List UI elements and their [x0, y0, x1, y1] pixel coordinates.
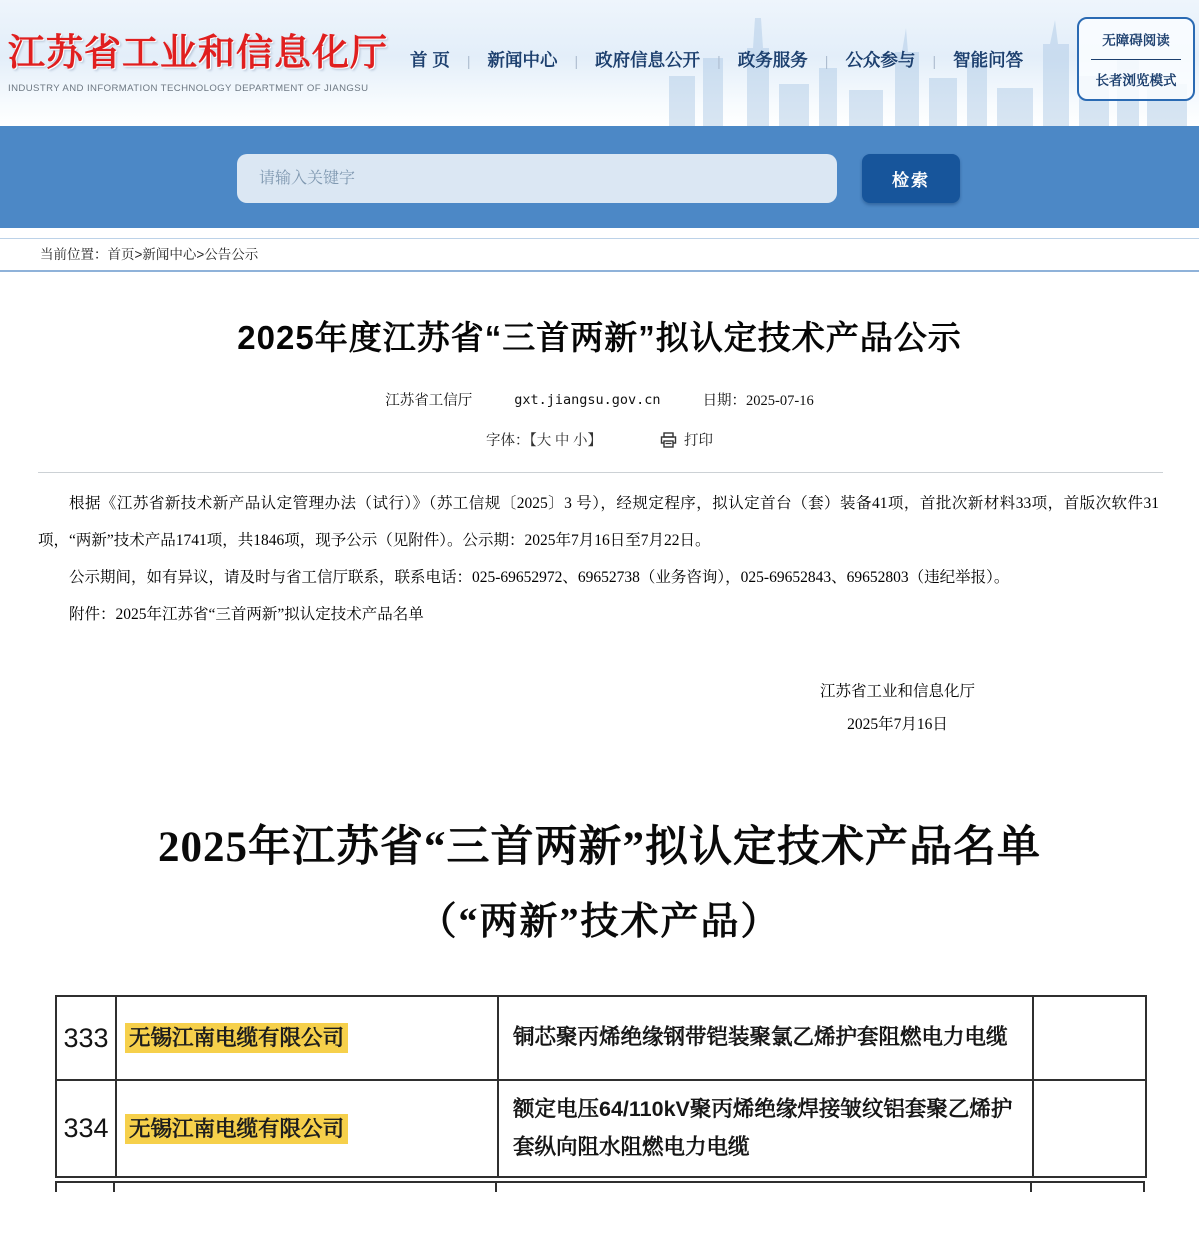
- row-number-cell: 333: [56, 996, 116, 1080]
- article-divider: [38, 472, 1163, 473]
- highlighted-company-name: 无锡江南电缆有限公司: [125, 1023, 348, 1053]
- site-header: [0, 0, 1199, 126]
- breadcrumb-label: 当前位置：: [40, 247, 108, 262]
- table-row: [56, 1080, 1146, 1177]
- site-logo-title: 江苏省工业和信息化厅: [8, 32, 388, 73]
- font-size-options[interactable]: 【大 中 小】: [529, 433, 602, 449]
- accessible-reading-button[interactable]: 无障碍阅读: [1102, 32, 1170, 48]
- search-input[interactable]: [237, 154, 837, 203]
- company-cell: [116, 1080, 498, 1177]
- nav-item-smart-qa[interactable]: | 智能问答: [915, 47, 1023, 72]
- elder-mode-button[interactable]: 长者浏览模式: [1095, 73, 1177, 89]
- attachment-title-line2: （“两新”技术产品）: [418, 901, 781, 943]
- main-nav: [410, 47, 1023, 72]
- signature-date: 2025年7月16日: [847, 716, 948, 733]
- article-tools: [0, 429, 1199, 450]
- empty-cell: [1033, 1080, 1146, 1177]
- search-band: [0, 126, 1199, 228]
- table-cutoff-row: [55, 1181, 1145, 1190]
- row-number-cell: 334: [56, 1080, 116, 1177]
- table-row: [56, 996, 1146, 1080]
- attachment-link-line: 附件：2025年江苏省“三首两新”拟认定技术产品名单: [69, 606, 424, 623]
- article-body: [38, 485, 1159, 633]
- site-logo[interactable]: [8, 22, 388, 94]
- attachment-sheet: [0, 813, 1199, 1190]
- breadcrumb-path[interactable]: 首页>新闻中心>公告公示: [107, 247, 259, 262]
- article-date: 日期：2025-07-16: [702, 393, 814, 409]
- nav-item-news[interactable]: | 新闻中心: [450, 47, 558, 72]
- site-logo-subtitle: INDUSTRY AND INFORMATION TECHNOLOGY DEPARTMENT OF JIANGSU: [8, 83, 369, 94]
- font-size-label: 字体：: [486, 433, 530, 449]
- product-cell: 铜芯聚丙烯绝缘钢带铠装聚氯乙烯护套阻燃电力电缆: [498, 996, 1033, 1080]
- nav-item-services[interactable]: | 政务服务: [700, 47, 808, 72]
- article: [0, 312, 1199, 741]
- product-table: [55, 995, 1147, 1178]
- breadcrumb: [0, 238, 1199, 272]
- article-paragraph: 公示期间，如有异议，请及时与省工信厅联系，联系电话：025-69652972、69652738（业务咨询），025-69652843、69652803（违纪举报）。: [69, 569, 1010, 586]
- empty-cell: [1033, 996, 1146, 1080]
- company-cell: [116, 996, 498, 1080]
- product-cell: 额定电压64/110kV聚丙烯绝缘焊接皱纹铝套聚乙烯护套纵向阻水阻燃电力电缆: [498, 1080, 1033, 1177]
- signature-org: 江苏省工业和信息化厅: [819, 683, 975, 700]
- accessibility-box: [1077, 17, 1195, 101]
- signature-block: [0, 675, 1199, 741]
- article-site-url: gxt.jiangsu.gov.cn: [514, 391, 661, 408]
- page-title: 2025年度江苏省“三首两新”拟认定技术产品公示: [237, 319, 962, 356]
- article-source: 江苏省工信厅: [385, 393, 473, 409]
- highlighted-company-name: 无锡江南电缆有限公司: [125, 1114, 348, 1144]
- search-button[interactable]: 检索: [862, 154, 960, 203]
- article-paragraph: 根据《江苏省新技术新产品认定管理办法（试行）》（苏工信规〔2025〕3 号），经规定程序，拟认定首台（套）装备41项，首批次新材料33项，首版次软件31项，“两新”技术产品1741项，共1846项，现予公示（见附件）。公示期：2025年7月16日至7月22日。: [38, 495, 1159, 549]
- attachment-title-line1: 2025年江苏省“三首两新”拟认定技术产品名单: [158, 824, 1041, 871]
- print-button[interactable]: [660, 429, 713, 450]
- printer-icon: [660, 432, 677, 448]
- article-meta: [0, 389, 1199, 410]
- print-label: 打印: [684, 433, 713, 449]
- nav-item-gov-info[interactable]: | 政府信息公开: [558, 47, 701, 72]
- nav-item-participation[interactable]: | 公众参与: [808, 47, 916, 72]
- font-size-control: [486, 429, 602, 450]
- nav-item-home[interactable]: 首 页: [410, 50, 450, 70]
